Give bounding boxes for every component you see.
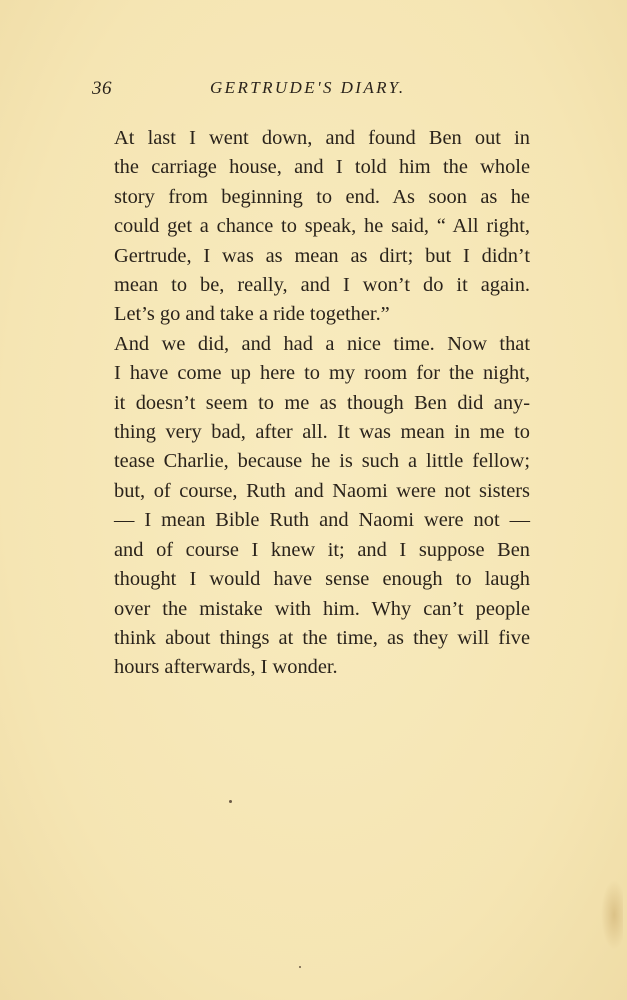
text-line: Let’s go and take a ride together.” — [114, 303, 390, 326]
text-line: but, of course, Ruth and Naomi were not sisters — [114, 479, 530, 502]
text-line: Gertrude, I was as mean as dirt; but I didn’t — [114, 244, 530, 267]
page-number: 36 — [92, 78, 112, 99]
paper-speck — [229, 800, 232, 803]
paper-stain — [601, 880, 623, 950]
running-title: GERTRUDE'S DIARY. — [210, 78, 406, 97]
text-line: could get a chance to speak, he said, “ All right, — [114, 215, 530, 238]
text-line: I have come up here to my room for the night, — [114, 362, 530, 385]
paper-speck — [299, 966, 301, 968]
text-line: mean to be, really, and I won’t do it again. — [114, 274, 530, 297]
body-text — [90, 124, 530, 683]
text-line: And we did, and had a nice time. Now that — [114, 332, 530, 355]
paragraph-1 — [90, 124, 530, 330]
text-line: think about things at the time, as they will five — [114, 626, 530, 649]
text-line: story from beginning to end. As soon as he — [114, 185, 530, 208]
text-line: hours afterwards, I wonder. — [114, 656, 338, 679]
text-line: the carriage house, and I told him the whole — [114, 156, 530, 179]
text-line: and of course I knew it; and I suppose Ben — [114, 538, 530, 561]
text-line: thought I would have sense enough to laugh — [114, 568, 530, 591]
text-line: At last I went down, and found Ben out in — [114, 127, 530, 149]
text-line: tease Charlie, because he is such a little fellow; — [114, 450, 530, 473]
text-line: thing very bad, after all. It was mean in me to — [114, 421, 530, 444]
text-line: — I mean Bible Ruth and Naomi were not — — [114, 509, 530, 532]
page-header — [92, 78, 532, 102]
text-line: it doesn’t seem to me as though Ben did any- — [114, 391, 530, 414]
text-line: over the mistake with him. Why can’t people — [114, 597, 530, 620]
paragraph-2 — [90, 330, 530, 683]
